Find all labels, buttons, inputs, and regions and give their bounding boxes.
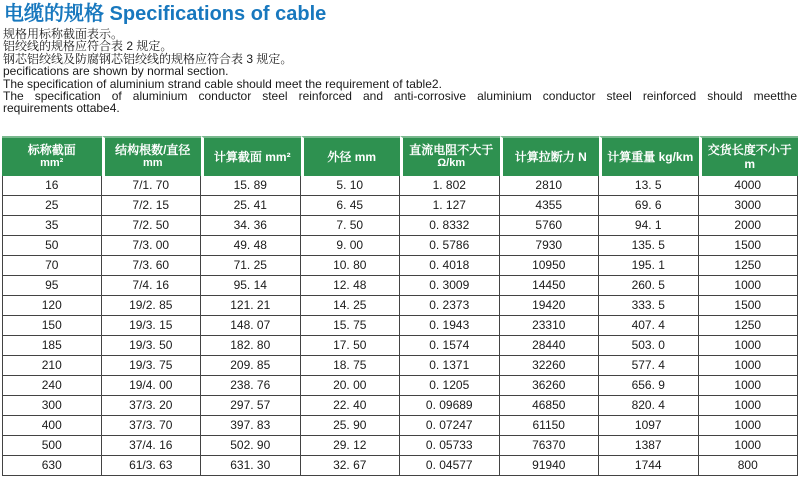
spec-table-body (2, 176, 798, 476)
column-header-line: 标称截面 (27, 143, 76, 158)
table-cell: 91940 (500, 456, 600, 476)
column-header-line: 直流电阻不大于 (409, 143, 494, 158)
table-cell: 503. 0 (599, 336, 699, 356)
table-cell: 61/3. 63 (102, 456, 202, 476)
table-cell: 25. 90 (301, 416, 401, 436)
column-header (102, 136, 202, 176)
column-header-line: mm² (40, 157, 64, 170)
table-cell: 19/2. 85 (102, 296, 202, 316)
table-cell: 0. 1205 (400, 376, 500, 396)
table-row (2, 456, 798, 476)
intro-line-3: 钢芯铝绞线及防腐钢芯铝绞线的规格应符合表 3 规定。 (3, 51, 293, 66)
table-cell: 17. 50 (301, 336, 401, 356)
table-cell: 0. 5786 (400, 236, 500, 256)
table-cell: 49. 48 (201, 236, 301, 256)
table-cell: 76370 (500, 436, 600, 456)
table-cell: 94. 1 (599, 216, 699, 236)
table-cell: 19/3. 75 (102, 356, 202, 376)
table-row (2, 236, 798, 256)
column-header-line: 结构根数/直径 (115, 143, 191, 158)
table-cell: 182. 80 (201, 336, 301, 356)
table-row (2, 376, 798, 396)
table-cell: 7/4. 16 (102, 276, 202, 296)
column-header (2, 136, 102, 176)
table-row (2, 216, 798, 236)
table-cell: 10. 80 (301, 256, 401, 276)
column-header-line: 计算重量 kg/km (607, 149, 694, 164)
table-cell: 20. 00 (301, 376, 401, 396)
table-cell: 7/2. 50 (102, 216, 202, 236)
column-header (201, 136, 301, 176)
column-header (599, 136, 699, 176)
table-cell: 0. 4018 (400, 256, 500, 276)
table-cell: 19/4. 00 (102, 376, 202, 396)
column-header (301, 136, 401, 176)
column-header (400, 136, 500, 176)
table-cell: 209. 85 (201, 356, 301, 376)
table-cell: 1. 802 (400, 176, 500, 196)
table-cell: 1000 (699, 436, 799, 456)
table-cell: 1500 (699, 236, 799, 256)
table-cell: 0. 3009 (400, 276, 500, 296)
table-cell: 150 (2, 316, 102, 336)
table-cell: 1000 (699, 276, 799, 296)
intro-line-4: pecifications are shown by normal section. (3, 64, 229, 79)
table-cell: 10950 (500, 256, 600, 276)
table-cell: 15. 89 (201, 176, 301, 196)
spec-table (2, 136, 798, 476)
table-cell: 35 (2, 216, 102, 236)
table-row (2, 296, 798, 316)
table-cell: 500 (2, 436, 102, 456)
table-row (2, 436, 798, 456)
table-row (2, 356, 798, 376)
table-cell: 238. 76 (201, 376, 301, 396)
table-cell: 28440 (500, 336, 600, 356)
table-cell: 37/3. 20 (102, 396, 202, 416)
table-row (2, 396, 798, 416)
table-row (2, 316, 798, 336)
table-cell: 800 (699, 456, 799, 476)
table-cell: 0. 1943 (400, 316, 500, 336)
table-cell: 148. 07 (201, 316, 301, 336)
table-cell: 7/1. 70 (102, 176, 202, 196)
table-cell: 2810 (500, 176, 600, 196)
column-header (699, 136, 799, 176)
column-header (500, 136, 600, 176)
table-cell: 0. 1371 (400, 356, 500, 376)
table-cell: 1744 (599, 456, 699, 476)
column-header-line: 计算拉断力 N (514, 149, 587, 164)
table-cell: 1387 (599, 436, 699, 456)
table-cell: 7. 50 (301, 216, 401, 236)
table-cell: 19/3. 50 (102, 336, 202, 356)
table-cell: 185 (2, 336, 102, 356)
table-cell: 631. 30 (201, 456, 301, 476)
table-cell: 34. 36 (201, 216, 301, 236)
table-cell: 61150 (500, 416, 600, 436)
table-row (2, 416, 798, 436)
table-cell: 15. 75 (301, 316, 401, 336)
table-cell: 19420 (500, 296, 600, 316)
table-cell: 260. 5 (599, 276, 699, 296)
table-cell: 297. 57 (201, 396, 301, 416)
table-cell: 70 (2, 256, 102, 276)
table-cell: 14450 (500, 276, 600, 296)
table-cell: 3000 (699, 196, 799, 216)
table-cell: 4355 (500, 196, 600, 216)
table-cell: 0. 07247 (400, 416, 500, 436)
intro-line-2: 铝绞线的规格应符合表 2 规定。 (3, 39, 173, 54)
table-cell: 46850 (500, 396, 600, 416)
table-cell: 1000 (699, 396, 799, 416)
column-header-line: Ω/km (437, 157, 466, 170)
intro-paragraph (3, 28, 797, 115)
table-cell: 656. 9 (599, 376, 699, 396)
table-cell: 1000 (699, 376, 799, 396)
table-cell: 16 (2, 176, 102, 196)
table-cell: 0. 04577 (400, 456, 500, 476)
column-header-line: mm (142, 157, 163, 170)
table-cell: 95 (2, 276, 102, 296)
table-cell: 7/3. 00 (102, 236, 202, 256)
table-cell: 71. 25 (201, 256, 301, 276)
page-title: 电缆的规格 Specifications of cable (4, 3, 327, 25)
table-cell: 13. 5 (599, 176, 699, 196)
table-row (2, 196, 798, 216)
table-cell: 18. 75 (301, 356, 401, 376)
table-cell: 1000 (699, 336, 799, 356)
table-cell: 121. 21 (201, 296, 301, 316)
table-cell: 9. 00 (301, 236, 401, 256)
table-cell: 19/3. 15 (102, 316, 202, 336)
intro-line-6: The specification of aluminium conductor steel reinforced and anti-corrosive aluminium conductor steel reinforced should meetthe (3, 89, 797, 104)
spec-table-header (2, 136, 798, 176)
table-cell: 5. 10 (301, 176, 401, 196)
table-cell: 0. 09689 (400, 396, 500, 416)
table-cell: 2000 (699, 216, 799, 236)
table-cell: 1250 (699, 256, 799, 276)
table-cell: 50 (2, 236, 102, 256)
table-cell: 820. 4 (599, 396, 699, 416)
table-row (2, 256, 798, 276)
table-cell: 37/3. 70 (102, 416, 202, 436)
table-cell: 0. 2373 (400, 296, 500, 316)
table-cell: 25 (2, 196, 102, 216)
table-cell: 69. 6 (599, 196, 699, 216)
table-cell: 29. 12 (301, 436, 401, 456)
table-row (2, 176, 798, 196)
table-cell: 407. 4 (599, 316, 699, 336)
header-row (2, 136, 798, 176)
table-cell: 0. 05733 (400, 436, 500, 456)
table-cell: 630 (2, 456, 102, 476)
spec-table-wrapper (2, 136, 798, 476)
column-header-line: 外径 mm (327, 149, 377, 164)
table-cell: 12. 48 (301, 276, 401, 296)
table-cell: 577. 4 (599, 356, 699, 376)
table-cell: 300 (2, 396, 102, 416)
table-cell: 23310 (500, 316, 600, 336)
table-cell: 32. 67 (301, 456, 401, 476)
table-cell: 195. 1 (599, 256, 699, 276)
table-row (2, 276, 798, 296)
table-cell: 502. 90 (201, 436, 301, 456)
table-cell: 397. 83 (201, 416, 301, 436)
table-cell: 1500 (699, 296, 799, 316)
intro-line-1: 规格用标称截面表示。 (3, 27, 124, 41)
table-cell: 210 (2, 356, 102, 376)
table-cell: 0. 1574 (400, 336, 500, 356)
table-cell: 7/2. 15 (102, 196, 202, 216)
intro-line-5: The specification of aluminium strand cable should meet the requirement of table2. (3, 76, 442, 91)
table-cell: 37/4. 16 (102, 436, 202, 456)
table-cell: 1. 127 (400, 196, 500, 216)
column-header-line: 计算截面 mm² (213, 149, 291, 164)
table-cell: 1097 (599, 416, 699, 436)
table-cell: 95. 14 (201, 276, 301, 296)
table-cell: 5760 (500, 216, 600, 236)
table-cell: 7/3. 60 (102, 256, 202, 276)
table-cell: 240 (2, 376, 102, 396)
table-cell: 25. 41 (201, 196, 301, 216)
table-cell: 1000 (699, 356, 799, 376)
column-header-line: 交货长度不小于 m (707, 142, 792, 171)
table-cell: 135. 5 (599, 236, 699, 256)
table-cell: 32260 (500, 356, 600, 376)
table-cell: 14. 25 (301, 296, 401, 316)
table-cell: 1250 (699, 316, 799, 336)
table-cell: 120 (2, 296, 102, 316)
table-cell: 6. 45 (301, 196, 401, 216)
table-cell: 4000 (699, 176, 799, 196)
table-cell: 7930 (500, 236, 600, 256)
intro-line-7: requirements ottabe4. (3, 101, 120, 116)
table-row (2, 336, 798, 356)
table-cell: 22. 40 (301, 396, 401, 416)
table-cell: 333. 5 (599, 296, 699, 316)
table-cell: 400 (2, 416, 102, 436)
table-cell: 0. 8332 (400, 216, 500, 236)
table-cell: 36260 (500, 376, 600, 396)
table-cell: 1000 (699, 416, 799, 436)
